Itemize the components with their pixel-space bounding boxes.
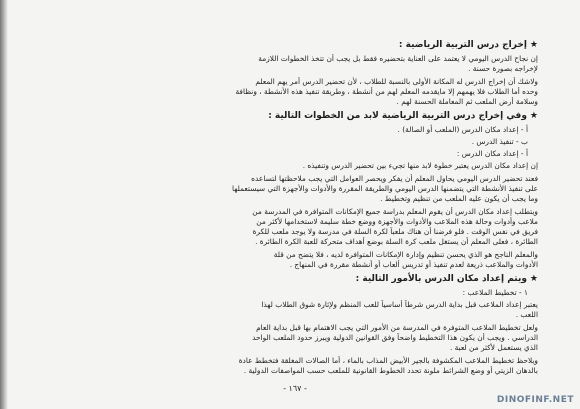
paragraph-line: إن إعداد مكان الدرس يعتبر خطوة لابد منها تجيء بين تحضير الدرس وتنفيذه . bbox=[302, 161, 538, 170]
paragraph bbox=[30, 356, 538, 376]
section-heading-text: ويتم إعداد مكان الدرس بالأمور التالية : bbox=[355, 274, 527, 284]
paragraph bbox=[30, 207, 538, 247]
paragraph bbox=[30, 174, 538, 204]
paragraph-line: وسلامة أرض الملعب ثم المعاملة الحسنة لهم . bbox=[396, 97, 538, 106]
page-number: - ١٦٧ - bbox=[283, 384, 307, 393]
paragraph-line: الأدوات والملاعب ذريعة لعدم تنفيذ أو تدريس ألعاب أو أنشطة مقررة في المنهاج . bbox=[289, 260, 538, 269]
star-icon: ★ bbox=[529, 111, 538, 121]
paragraph bbox=[30, 161, 538, 171]
paragraph-line: فعند تحضير الدرس اليومي يحاول المعلم أن يفكر ويحصر العوامل التي يجب ملاحظتها لتساعده bbox=[251, 174, 538, 183]
paragraph-line: يعتبر إعداد الملاعب قبل بداية الدرس شرطاً أساسياً للعب المنظم ولإثارة شوق الطلاب لهذا bbox=[261, 300, 538, 309]
paragraph-line: إن نجاح الدرس اليومي لا يعتمد على العناية بتحضيره فقط بل يجب أن تتخذ الخطوات اللازمة bbox=[258, 54, 538, 63]
section-heading-text: وفي إخراج درس التربية الرياضية لابد من الخطوات التالية : bbox=[268, 111, 527, 121]
paragraph-line: ولعل تخطيط الملاعب المتوفرة في المدرسة من الأمور التي يجب الاهتمام بها قبل بداية العام bbox=[256, 323, 538, 332]
list-item: ب - تنفيذ الدرس . bbox=[471, 137, 528, 146]
star-icon: ★ bbox=[529, 274, 538, 284]
section-heading bbox=[30, 273, 538, 286]
paragraph bbox=[30, 54, 538, 74]
paragraph-line: ويتطلب إعداد مكان الدرس أن يقوم المعلم بدراسة جميع الإمكانات المتوافرة في المدرسة من bbox=[252, 207, 538, 216]
paragraph-line: بالدهان الزيتي أو وضع الشرائط ملونة تحدد الخطوط القانونية للملعب حسب المواصفات الدولية . bbox=[243, 366, 538, 375]
list-item: ١ - تخطيط الملاعب : bbox=[462, 288, 528, 297]
paragraph bbox=[30, 300, 538, 320]
section-heading bbox=[30, 39, 538, 52]
paragraph bbox=[30, 323, 538, 353]
section-heading-text: أ - إعداد مكان الدرس : bbox=[456, 149, 528, 158]
list-item: أ - إعداد مكان الدرس (الملعب أو الصالة) . bbox=[397, 125, 528, 134]
section-heading bbox=[30, 149, 528, 159]
page-content bbox=[30, 36, 538, 379]
paragraph bbox=[30, 250, 538, 270]
paragraph-line: وما يجب أن يكون عليه الملعب من تنظيم وتخطيط . bbox=[380, 194, 538, 203]
paragraph-line: الذي يستعمل لأكثر من لعبة . bbox=[449, 343, 538, 352]
section-heading-text: إخراج درس التربية الرياضية : bbox=[398, 40, 527, 50]
paragraph-line: وحده أما الطلاب فلا يهمهم إلا مايقدمه المعلم لهم من أنشطة ، وطريقة تنفيذ هذه الأنشطة ، ونظافة bbox=[235, 87, 538, 96]
watermark-logo: DINOFINF.NET bbox=[496, 395, 574, 405]
paragraph-line: فريق في نفس الوقت . فلو فرضنا أن هناك ملعباً لكرة السلة في مدرسة ولا يوجد ملعب للكرة bbox=[252, 227, 538, 236]
paragraph-line: والمعلم الناجح هو الذي يحسن تنظيم وإدارة الإمكانات المتوافرة لديه ، فلا يتضح من قلة bbox=[273, 250, 538, 259]
paragraph-line: الدراسي . ويجب أن يكون هذا التخطيط واضحاً وفق القوانين الدولية ويبرز حدود الملعب الواحد bbox=[252, 333, 538, 342]
paragraph-line: ولاشك أن إخراج الدرس له المكانة الأولى بالنسبة للطلاب ، لأن تحضير الدرس أمر يهم المعلم bbox=[255, 77, 538, 86]
paragraph-line: على تنفيذ الأنشطة التي يتضمنها الدرس اليومي والطريقة المقررة والأدوات والأجهزة التي سيستعملها bbox=[231, 184, 538, 193]
paragraph-line: ويلاحظ تخطيط الملاعب المكشوفة بالجير الأبيض المذاب بالماء ، أما الصالات المغلقة فتخطط عادة bbox=[238, 356, 538, 365]
paragraph-line: ملاعب وأدوات وحالة هذه الملاعب والأدوات والأجهزة ووضع خطة سليمة لاستخدامها لأكثر من bbox=[256, 217, 538, 226]
paragraph-line: الطائرة ، فعلى المعلم أن يستغل ملعب كرة السلة بوضع أهداف متحركة للعبة الكرة الطائرة . bbox=[255, 237, 538, 246]
paragraph bbox=[30, 77, 538, 107]
paragraph-line: لإخراجه بصورة حسنة . bbox=[468, 64, 538, 73]
star-icon: ★ bbox=[529, 40, 538, 50]
section-heading bbox=[30, 110, 538, 123]
page-edge-shadow bbox=[0, 0, 8, 409]
paragraph-line: اللعب . bbox=[515, 310, 538, 319]
